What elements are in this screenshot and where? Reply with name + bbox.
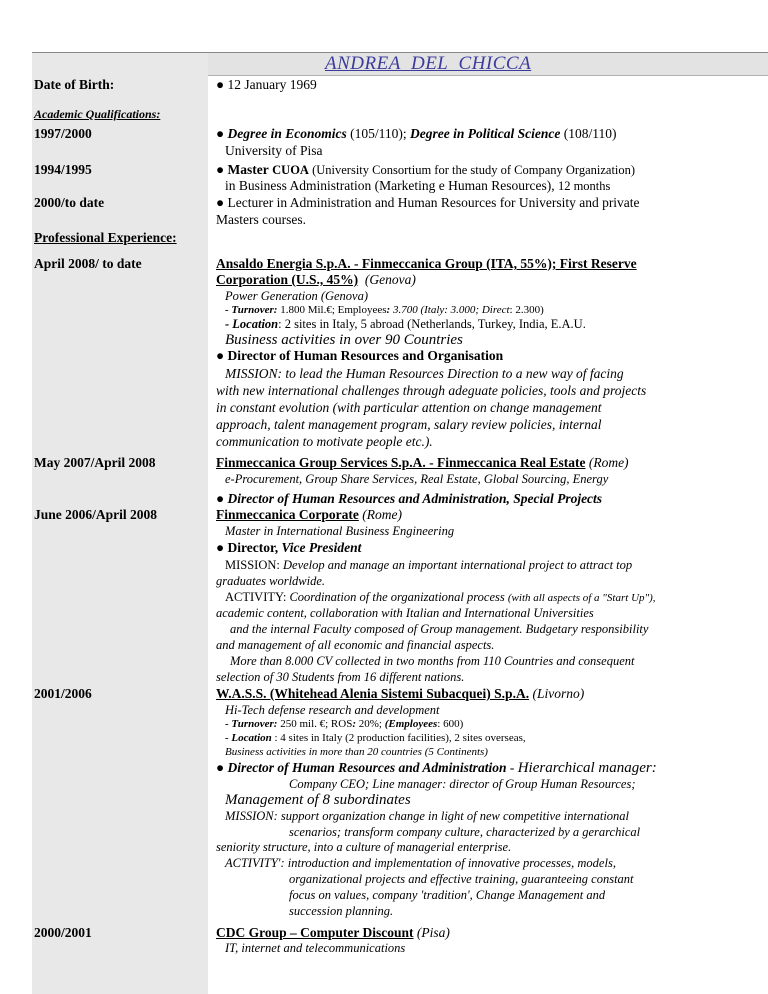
wass-mission-1 [225,809,629,824]
fc-cv-1: More than 8.000 CV collected in two months from 110 Countries and consequent [230,654,635,668]
label-2001-2006: 2001/2006 [34,686,92,701]
wass-company-text: W.A.S.S. (Whitehead Alenia Sistemi Subacquei) S.p.A. [216,686,530,701]
ansaldo-location-label: - Location [225,317,279,331]
fc-role: ● Director, Vice President [216,540,362,555]
master-duration: 12 months [557,179,611,193]
fgs-company-text: Finmeccanica Group Services S.p.A. - Finmeccanica Real Estate [216,455,586,470]
degree-political-science: Degree in Political Science [410,126,561,141]
wass-mission-2: scenarios; transform company culture, characterized by a gerarchical [289,825,641,839]
label-april-2008: April 2008/ to date [34,256,142,271]
wass-hier-value: Company CEO; Line manager: director of Group Human Resources; [289,777,636,791]
fc-role-vp: Vice President [281,540,362,555]
ansaldo-emp-colon: : [386,304,391,316]
fgs-sector: e-Procurement, Group Share Services, Real Estate, Global Sourcing, Energy [225,472,609,486]
ansaldo-company-text-1: Ansaldo Energia S.p.A. - Finmeccanica Group (ITA, 55%); First Reserve [216,256,637,271]
label-2000-2001: 2000/2001 [34,925,92,940]
university: University of Pisa [225,143,323,158]
wass-ros-colon: : [352,718,356,730]
ansaldo-company-text-2: Corporation (U.S., 45%) [216,272,359,287]
wass-mission-3: seniority structure, into a culture of managerial enterprise. [216,840,512,854]
cuoa-description: (University Consortium for the study of Company Organization) [308,163,636,177]
fgs-role-text: Director of Human Resources and Administration, Special Projects [227,491,603,506]
master-desc-text: in Business Administration (Marketing e Human Resources), [225,178,558,193]
ansaldo-emp-value: 3.700 (Italy: 3.000; Direct [390,304,510,316]
label-1997-2000: 1997/2000 [34,126,92,141]
fc-role-director: Director, [227,540,282,555]
ansaldo-turnover-label: - Turnover: [225,304,278,316]
ansaldo-company-1 [216,256,637,272]
master-description [225,178,610,194]
political-score: (108/110) [560,126,617,141]
ansaldo-location-value: : 2 sites in Italy, 5 abroad (Netherlands, Turkey, India, E.A.U. [278,317,586,331]
fc-city: (Rome) [362,507,402,522]
ansaldo-role: ● Director of Human Resources and Organisation [216,348,504,363]
fc-cv-2: selection of 30 Students from 16 different nations. [216,670,465,684]
wass-location-value: : 4 sites in Italy (2 production facilities), 2 sites overseas, [271,732,526,744]
wass-sector: Hi-Tech defense research and development [225,703,440,717]
fc-sector: Master in International Business Engineering [225,524,455,538]
degrees-line: ● Degree in Economics (105/110); Degree in Political Science (108/110) [216,126,617,141]
label-professional-experience: Professional Experience: [34,230,177,245]
ansaldo-mission-3: in constant evolution (with particular attention on change management [216,400,602,415]
ansaldo-mission-2: with new international challenges through adeguate policies, tools and projects [216,383,647,398]
fc-activity-3: and the internal Faculty composed of Group management. Budgetary responsibility [230,622,649,636]
wass-hier-label: Hierarchical manager: [517,760,657,776]
label-2000-to-date: 2000/to date [34,195,105,210]
fc-mission-label: MISSION: [225,558,283,572]
wass-mission-text-1: : support organization change in light of new competitive international [273,809,630,823]
wass-turnover-value: 250 mil. €; ROS [277,718,353,730]
cuoa: CUOA [272,163,309,177]
cdc-city: (Pisa) [416,925,450,940]
dob-value: ● 12 January 1969 [216,77,317,92]
fgs-city: (Rome) [588,455,629,470]
fc-mission-2: graduates worldwide. [216,574,326,588]
lecturer-line-2: Masters courses. [216,212,306,227]
fc-activity-text-1: Coordination of the organizational process [289,590,508,604]
wass-turnover [225,718,463,730]
wass-activity-1: ACTIVITY': introduction and implementation of innovative processes, models, [225,856,616,870]
economics-score: (105/110); [346,126,411,141]
wass-turnover-label: - Turnover: [225,718,278,730]
fc-activity-1 [225,590,656,605]
label-1994-1995: 1994/1995 [34,162,92,177]
cdc-company-text: CDC Group – Computer Discount [216,925,414,940]
ansaldo-location [225,317,586,332]
fgs-role: ● Director of Human Resources and Administration, Special Projects [216,491,603,506]
wass-activity-3: focus on values, company 'tradition', Change Management and [289,888,606,902]
ansaldo-mission-1: MISSION: to lead the Human Resources Direction to a new way of facing [225,366,624,381]
wass-management: Management of 8 subordinates [225,792,411,808]
ansaldo-business: Business activities in over 90 Countries [225,332,463,348]
candidate-name: ANDREA DEL CHICCA [325,53,532,74]
master-line: ● Master CUOA (University Consortium for the study of Company Organization) [216,162,636,177]
ansaldo-city: (Genova) [364,272,416,287]
fc-company-text: Finmeccanica Corporate [216,507,359,522]
fc-activity-2: academic content, collaboration with Italian and International Universities [216,606,594,620]
wass-city: (Livorno) [532,686,585,701]
dob-text: 12 January 1969 [227,77,317,92]
fc-mission-text-1: Develop and manage an important international project to attract top [283,558,633,572]
wass-role: ● Director of Human Resources and Administration - Hierarchical manager: [216,760,657,776]
ansaldo-company-2 [216,272,416,288]
label-may-2007: May 2007/April 2008 [34,455,156,470]
ansaldo-direct-value: : 2.300) [509,304,544,316]
cdc-sector: IT, internet and telecommunications [225,941,406,955]
fc-activity-label: ACTIVITY: [225,590,290,604]
fc-company [216,507,402,523]
fc-mission-1 [225,558,632,573]
ansaldo-mission-4: approach, talent management program, salary review policies, internal [216,417,602,432]
label-june-2006: June 2006/April 2008 [34,507,158,522]
ansaldo-turnover-value: 1.800 Mil.€; Employees [277,304,387,316]
ansaldo-mission-5: communication to motivate people etc.). [216,434,433,449]
lecturer-line-1: ● Lecturer in Administration and Human Resources for University and private [216,195,640,210]
wass-company [216,686,584,702]
wass-ros-value: 20%; [356,718,385,730]
cdc-company [216,925,450,941]
wass-activity-2: organizational projects and effective training, guaranteeing constant [289,872,634,886]
master-label: Master [227,162,269,177]
wass-location [225,732,526,744]
ansaldo-turnover [225,304,544,316]
wass-role-text: Director of Human Resources and Administration [227,760,507,775]
wass-role-separator: - [506,760,518,775]
fc-activity-4: and management of all economic and financial aspects. [216,638,495,652]
label-date-of-birth: Date of Birth: [34,77,115,92]
wass-emp-value: : 600) [437,718,464,730]
wass-business: Business activities in more than 20 countries (5 Continents) [225,746,488,758]
wass-mission-label: MISSION [225,809,274,823]
wass-location-label: - Location [225,732,272,744]
ansaldo-role-text: Director of Human Resources and Organisation [227,348,504,363]
lecturer-text-1: Lecturer in Administration and Human Resources for University and private [227,195,640,210]
ansaldo-sector: Power Generation (Genova) [225,289,369,303]
wass-activity-4: succession planning. [289,904,394,918]
fgs-company [216,455,629,471]
fc-activity-small: (with all aspects of a "Start Up"), [507,592,656,604]
wass-emp-label: (Employees [384,718,438,730]
label-academic-qualifications: Academic Qualifications: [34,107,161,121]
degree-economics: Degree in Economics [227,126,347,141]
